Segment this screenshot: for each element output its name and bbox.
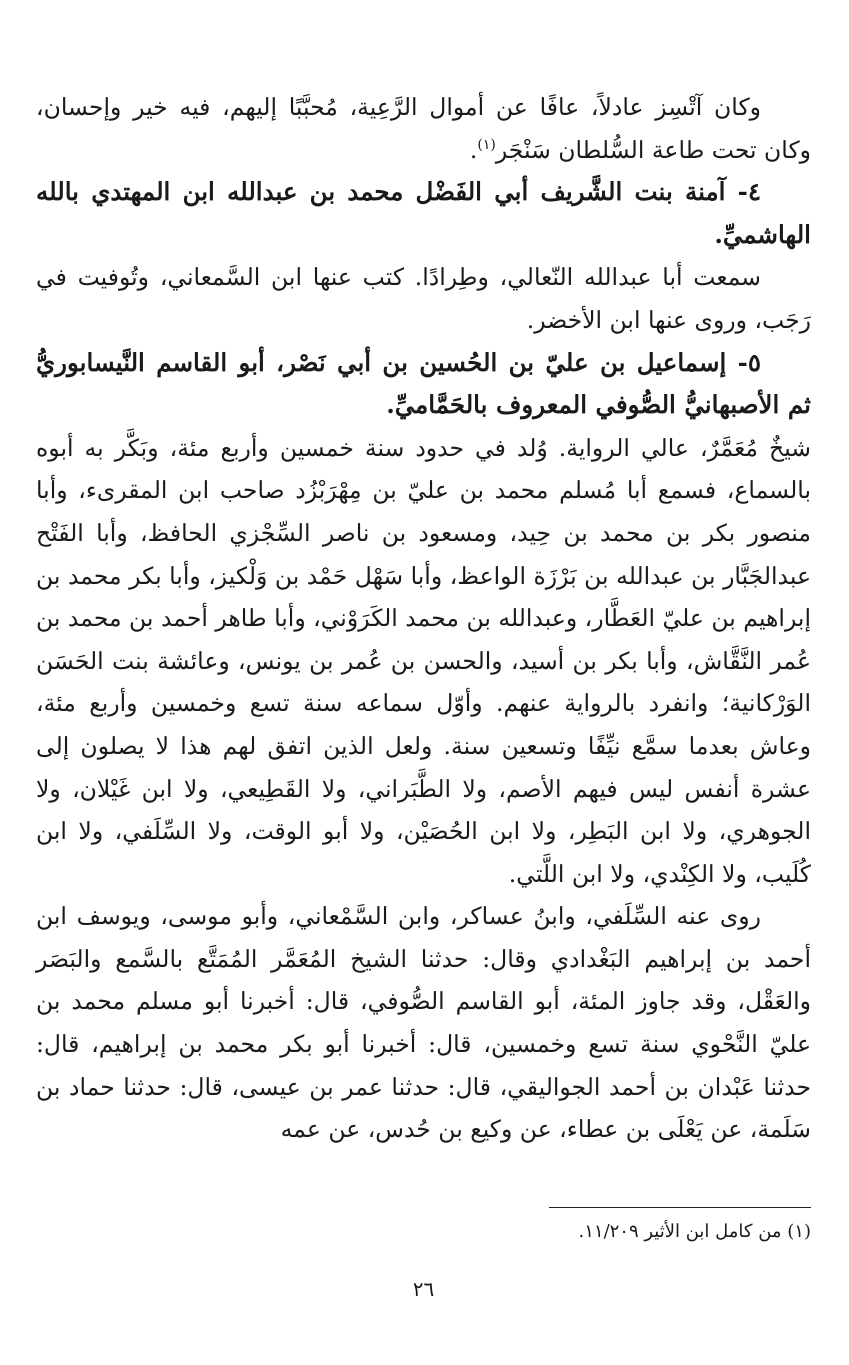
paragraph-atsiz-text: وكان آتْسِز عادلاً، عافًا عن أموال الرَّعِية، مُحبَّبًا إليهم، فيه خير وإحسان، وكان تحت طاعة السُّلطان سَنْجَر xyxy=(36,93,811,164)
paragraph-atsiz-end: . xyxy=(469,135,478,164)
paragraph-ismail-narrators: روى عنه السِّلَفي، وابنُ عساكر، وابن السَّمْعاني، وأبو موسى، ويوسف ابن أحمد بن إبراهيم البَغْدادي وقال: حدثنا الشيخ المُعَمَّر المُمَتَّع بالسَّمع والبَصَر والعَقْل، وقد جاوز المئة، أبو القاسم الصُّوفي، قال: أخبرنا أبو مسلم محمد بن عليّ النَّحْوي سنة تسع وخمسين، قال: أخبرنا أبو بكر محمد بن إبراهيم، قال: حدثنا عَبْدان بن أحمد الجواليقي، قال: حدثنا عمر بن عيسى، قال: حدثنا حماد بن سَلَمة، عن يَعْلَى بن عطاء، عن وكيع بن حُدس، عن عمه xyxy=(36,902,811,1144)
entry-heading-5: ٥- إسماعيل بن عليّ بن الحُسين بن أبي نَصْر، أبو القاسم النَّيسابوريُّ ثم الأصبهانيُّ الصُّوفي المعروف بالحَمَّاميِّ. xyxy=(36,347,811,420)
paragraph-atsiz xyxy=(36,86,811,171)
paragraph-ismail-bio: شيخٌ مُعَمَّرٌ، عالي الرواية. وُلد في حدود سنة خمسين وأربع مئة، وبَكَّر به أبوه بالسماع، فسمع أبا مُسلم محمد بن عليّ بن مِهْرَبْزُد صاحب ابن المقرىء، وأبا منصور بكر بن محمد بن حِيد، ومسعود بن ناصر السِّجْزي الحافظ، وأبا الفَتْح عبدالجَبَّار بن عبدالله بن بَرْزَة الواعظ، وأبا سَهْل حَمْد بن وَلْكيز، وأبا بكر محمد بن إبراهيم بن عليّ العَطَّار، وعبدالله بن محمد الكَرَوْني، وأبا طاهر أحمد بن محمد بن عُمر النَّقَّاش، وأبا بكر بن أسيد، والحسن بن عُمر بن يونس، وعائشة بنت الحَسَن الوَرْكانية؛ وانفرد بالرواية عنهم. وأوّل سماعه سنة تسع وخمسين وأربع مئة، وعاش بعدما سمَّع نيِّفًا وتسعين سنة. ولعل الذين اتفق لهم هذا لا يصلون إلى عشرة أنفس ليس فيهم الأصم، ولا الطَّبَراني، ولا القَطِيعي، ولا ابن غَيْلان، ولا الجوهري، ولا ابن البَطِر، ولا ابن الحُصَيْن، ولا أبو الوقت، ولا السِّلَفي، ولا ابن كُلَيب، ولا الكِنْدي، ولا ابن اللَّتي. xyxy=(36,433,811,888)
footnote: (١) من كامل ابن الأثير ١١/٢٠٩. xyxy=(578,1221,811,1242)
book-page xyxy=(36,86,811,1336)
entry-heading-4: ٤- آمنة بنت الشَّريف أبي الفَضْل محمد بن عبدالله ابن المهتدي بالله الهاشميِّ. xyxy=(36,177,811,249)
footnote-reference: (١) xyxy=(477,136,496,153)
footnote-divider xyxy=(549,1207,811,1208)
page-number: ٢٦ xyxy=(412,1277,435,1301)
paragraph-amina: سمعت أبا عبدالله النّعالي، وطِرادًا. كتب عنها ابن السَّمعاني، وتُوفيت في رَجَب، وروى عنها ابن الأخضر. xyxy=(36,263,811,334)
